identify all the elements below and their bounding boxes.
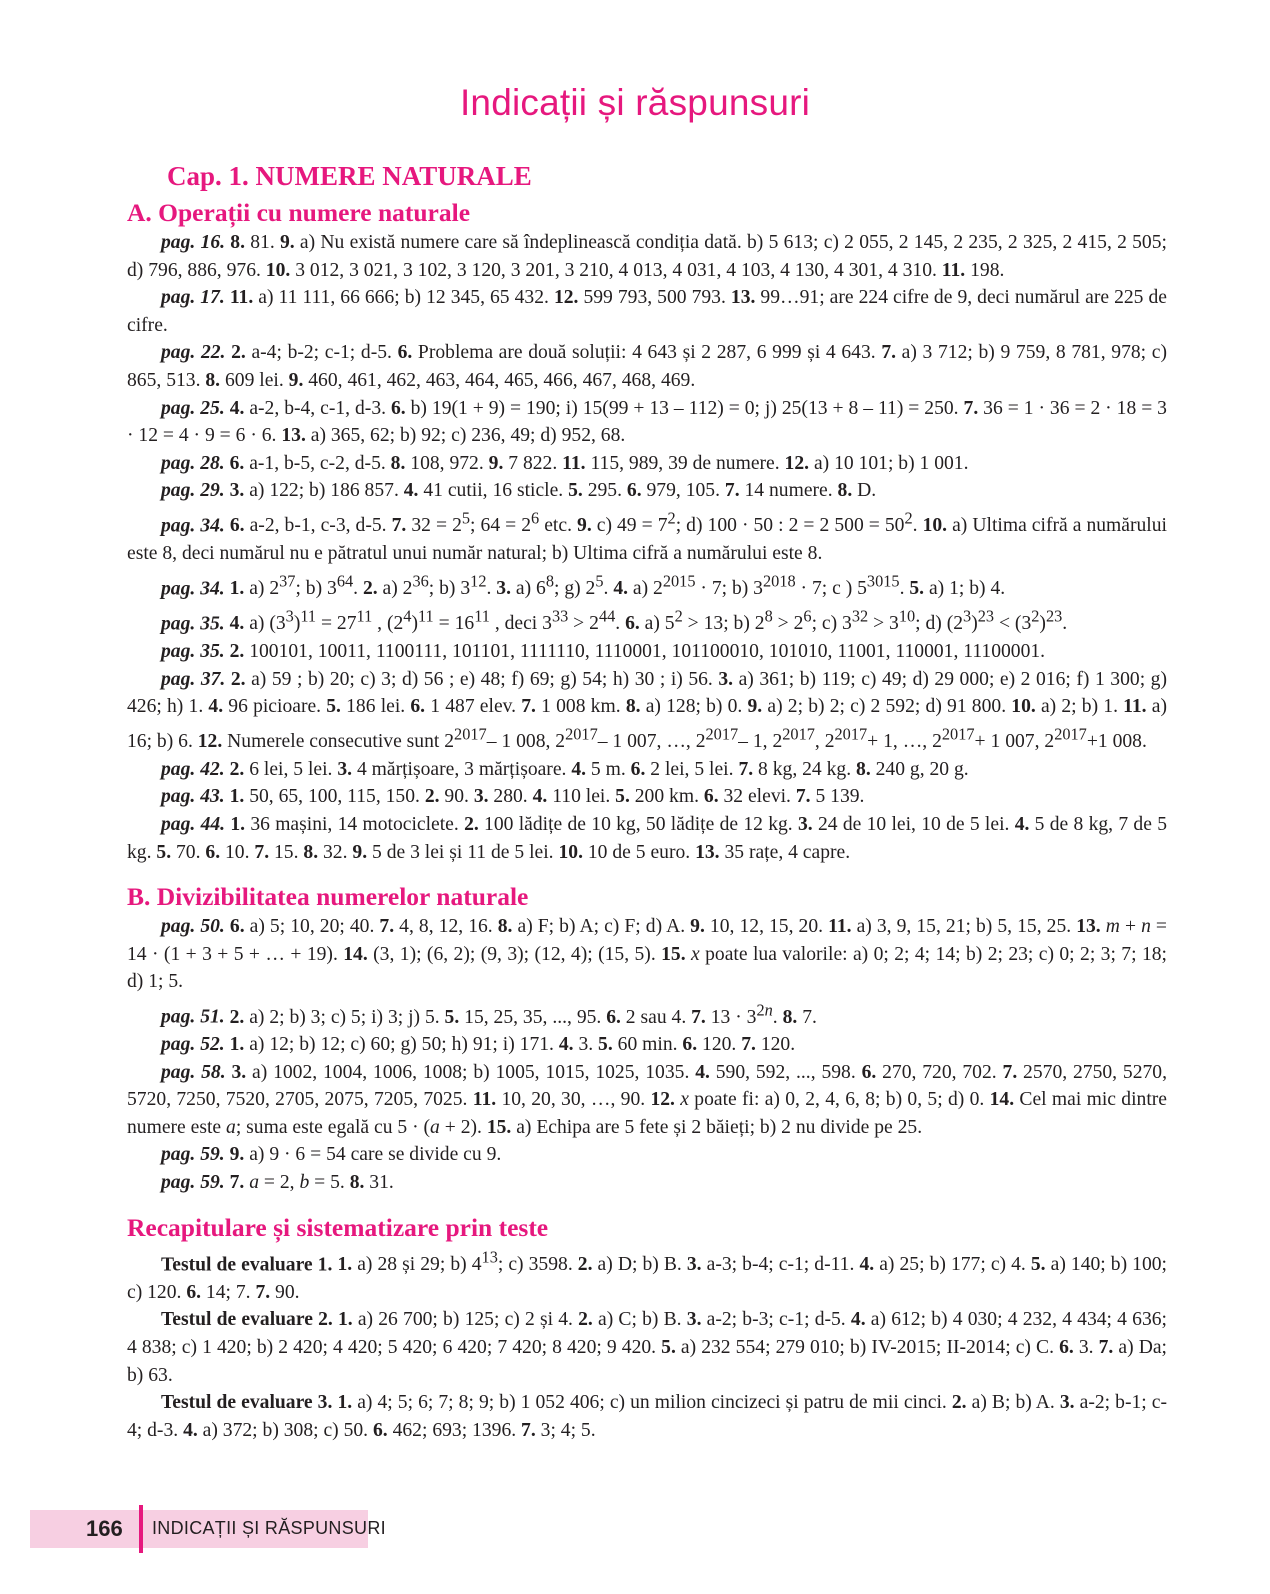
- answer-text: 2. 6 lei, 5 lei. 3. 4 mărțișoare, 3 mărțișoare. 4. 5 m. 6. 2 lei, 5 lei. 7. 8 kg, 24 kg. 8. 240 g, 20 g.: [229, 758, 969, 780]
- page-ref-label: pag. 52.: [161, 1034, 225, 1056]
- answer-text: 4. a) $(3^3)^{11} = 27^{11}$ , $(2^4)^{11} = 16^{11}$ , deci $3^{33} > 2^{44}$. 6. a) $5^2 > 13$; b) $2^8 > 2^6$; c) $3^{32} > 3^{10}$; d) $(2^3)^{23} < (3^2)^{23}$.: [229, 606, 1068, 635]
- section-heading: A. Operații cu numere naturale: [127, 198, 471, 227]
- section-heading: B. Divizibilitatea numerelor naturale: [127, 882, 529, 912]
- answer-entry: [127, 913, 1167, 996]
- page-ref-label: pag. 43.: [161, 786, 225, 808]
- page-ref-label: pag. 37.: [161, 668, 226, 690]
- page-title: Indicații și răspunsuri: [459, 82, 811, 123]
- answer-entry: [127, 1059, 1167, 1142]
- answer-entry: [127, 1031, 1167, 1059]
- answer-entry: [127, 811, 1167, 866]
- page-number: 166: [86, 1516, 123, 1541]
- page-ref-label: pag. 17.: [161, 287, 225, 309]
- answer-entry: [127, 1141, 1167, 1169]
- answer-text: 6. a-2, b-1, c-3, d-5. 7. $32 = 2^5$; $64 = 2^6$ etc. 9. c) $49 = 7^2$; d) 100 · 50 : 2 = 2 $500 = 50^2$. 10. a) Ultima cifră a numărului este 8, deci numărul nu e pătratul unui număr natural; b) Ultima cifră a numărului este 8.: [127, 508, 1167, 565]
- answer-entry: [127, 1389, 1167, 1444]
- answer-entry: [127, 284, 1167, 339]
- answer-text: 1. a) 12; b) 12; c) 60; g) 50; h) 91; i) 171. 4. 3. 5. 60 min. 6. 120. 7. 120.: [229, 1034, 796, 1056]
- answer-text: 6. a) 5; 10, 20; 40. 7. 4, 8, 12, 16. 8. a) F; b) A; c) F; d) A. 9. 10, 12, 15, 20. 11. a) 3, 9, 15, 21; b) 5, 15, 25. 13. m + n = 14 · (1 + 3 + 5 + … + 19). 14. (3, 1); (6, 2); (9, 3); (12, 4); (15, 5). 15. x poate lua valorile: a) 0; 2; 4; 14; b) 2; 23; c) 0; 2; 3; 7; 18; d) 1; 5.: [127, 916, 1167, 993]
- footer-divider: [139, 1505, 143, 1553]
- page-ref-label: pag. 58.: [161, 1061, 226, 1083]
- test-title: Testul de evaluare 2.: [161, 1309, 333, 1331]
- page-ref-label: pag. 22.: [161, 342, 226, 364]
- page-ref-label: pag. 42.: [161, 758, 225, 780]
- page-ref-label: pag. 28.: [161, 452, 225, 474]
- answer-text: 9. a) 9 · 6 = 54 care se divide cu 9.: [229, 1144, 502, 1166]
- answer-text: 2. a-4; b-2; c-1; d-5. 6. Problema are două soluții: 4 643 și 2 287, 6 999 și 4 643. 7. a) 3 712; b) 9 759, 8 781, 978; c) 865, 513. 8. 609 lei. 9. 460, 461, 462, 463, 464, 465, 466, 467, 468, 469.: [127, 342, 1167, 391]
- sections-container: [127, 196, 1167, 1444]
- page-ref-label: pag. 35.: [161, 640, 225, 662]
- page-ref-label: pag. 50.: [161, 916, 225, 938]
- page-ref-label: pag. 59.: [161, 1172, 225, 1194]
- answer-entry: [127, 395, 1167, 450]
- test-title: Testul de evaluare 3.: [161, 1392, 333, 1414]
- answer-text: 1. a) 4; 5; 6; 7; 8; 9; b) 1 052 406; c) un milion cincizeci și patru de mii cinci. 2. a) B; b) A. 3. a-2; b-1; c-4; d-3. 4. a) 372; b) 308; c) 50. 6. 462; 693; 1396. 7. 3; 4; 5.: [127, 1392, 1167, 1441]
- answer-text: 3. a) 1002, 1004, 1006, 1008; b) 1005, 1015, 1025, 1035. 4. 590, 592, ..., 598. 6. 270, 720, 702. 7. 2570, 2750, 5270, 5720, 7250, 7520, 2705, 2075, 7205, 7025. 11. 10, 20, 30, …, 90. 12. x poate fi: a) 0, 2, 4, 6, 8; b) 0, 5; d) 0. 14. Cel mai mic dintre numere este a; suma este egală cu 5 · (a + 2). 15. a) Echipa are 5 fete și 2 băieți; b) 2 nu divide pe 25.: [127, 1061, 1167, 1138]
- answer-entry: [127, 1244, 1167, 1307]
- chapter-heading: Cap. 1. NUMERE NATURALE: [167, 161, 532, 191]
- answer-text: 2. 100101, 10011, 1100111, 101101, 1111110, 1110001, 101100010, 101010, 11001, 110001, 11100001.: [229, 640, 1046, 662]
- answer-text: 4. a-2, b-4, c-1, d-3. 6. b) 19(1 + 9) = 190; i) 15(99 + 13 – 112) = 0; j) 25(13 + 8 – 11) = 250. 7. 36 = 1 · 36 = 2 · 18 = 3 · 12 = 4 · 9 = 6 · 6. 13. a) 365, 62; b) 92; c) 236, 49; d) 952, 68.: [127, 397, 1167, 447]
- answer-entry: [127, 783, 1167, 811]
- page-ref-label: pag. 59.: [161, 1144, 225, 1166]
- answer-entry: [127, 339, 1167, 394]
- answer-entry: [127, 477, 1167, 505]
- section-heading: Recapitulare și sistematizare prin teste: [127, 1212, 549, 1242]
- page-ref-label: pag. 34.: [161, 578, 225, 600]
- answer-entry: [127, 1169, 1167, 1197]
- page-ref-label: pag. 35.: [161, 613, 225, 635]
- answer-text: 2. a) 2; b) 3; c) 5; i) 3; j) 5. 5. 15, 25, 35, ..., 95. 6. 2 sau 4. 7. $13 \cdot 3^{2n}$. 8. 7.: [229, 999, 817, 1028]
- test-title: Testul de evaluare 1.: [161, 1254, 333, 1276]
- answer-text: 6. a-1, b-5, c-2, d-5. 8. 108, 972. 9. 7 822. 11. 115, 989, 39 de numere. 12. a) 10 101; b) 1 001.: [229, 452, 969, 474]
- page-ref-label: pag. 25.: [161, 397, 225, 419]
- answer-entry: [127, 603, 1167, 638]
- answer-entry: [127, 666, 1167, 756]
- answer-text: 7. a = 2, b = 5. 8. 31.: [229, 1172, 394, 1194]
- answer-entry: [127, 756, 1167, 784]
- answer-entry: [127, 450, 1167, 478]
- answer-entry: [127, 229, 1167, 284]
- page-ref-label: pag. 34.: [161, 515, 225, 537]
- answer-text: 2. a) 59 ; b) 20; c) 3; d) 56 ; e) 48; f) 69; g) 54; h) 30 ; i) 56. 3. a) 361; b) 119; c) 49; d) 29 000; e) 2 016; f) 1 300; g) 426; h) 1. 4. 96 picioare. 5. 186 lei. 6. 1 487 elev. 7. 1 008 km. 8. a) 128; b) 0. 9. a) 2; b) 2; c) 2 592; d) 91 800. 10. a) 2; b) 1. 11. a) 16; b) 6. 12. Numerele consecutive sunt $2^{2017}-$ 1 008, $2^{2017}-$ 1 007, …, $2^{2017}-$ 1, $2^{2017}$, $2^{2017}+ 1$, …, $2^{2017}+ 1$ 007, $2^{2017}+1$ 008.: [127, 668, 1167, 753]
- answer-entry: [127, 1306, 1167, 1389]
- running-footer-label: INDICAȚII ȘI RĂSPUNSURI: [152, 1518, 386, 1538]
- answer-text: 8. 81. 9. a) Nu există numere care să îndeplinească condiția dată. b) 5 613; c) 2 055, 2 145, 2 235, 2 325, 2 415, 2 505; d) 796, 886, 976. 10. 3 012, 3 021, 3 102, 3 120, 3 201, 3 210, 4 013, 4 031, 4 103, 4 130, 4 301, 4 310. 11. 198.: [127, 232, 1167, 281]
- answer-text: 11. a) 11 111, 66 666; b) 12 345, 65 432. 12. 599 793, 500 793. 13. 99…91; are 224 cifre de 9, deci numărul are 225 de cifre.: [127, 287, 1167, 336]
- answer-entry: [127, 568, 1167, 603]
- answer-entry: [127, 505, 1167, 568]
- answer-text: 1. a) 28 și 29; b) $4^{13}$; c) 3598. 2. a) D; b) B. 3. a-3; b-4; c-1; d-11. 4. a) 25; b) 177; c) 4. 5. a) 140; b) 100; c) 120. 6. 14; 7. 7. 90.: [127, 1247, 1167, 1303]
- answer-entry: [127, 638, 1167, 666]
- answers-content: [127, 158, 1167, 1444]
- answer-entry: [127, 996, 1167, 1031]
- answer-text: 3. a) 122; b) 186 857. 4. 41 cutii, 16 sticle. 5. 295. 6. 979, 105. 7. 14 numere. 8. D.: [229, 480, 877, 502]
- page-ref-label: pag. 51.: [161, 1006, 225, 1028]
- answer-text: 1. 50, 65, 100, 115, 150. 2. 90. 3. 280. 4. 110 lei. 5. 200 km. 6. 32 elevi. 7. 5 139.: [229, 786, 865, 808]
- page-ref-label: pag. 29.: [161, 480, 225, 502]
- page-ref-label: pag. 16.: [161, 232, 226, 253]
- answer-text: 1. 36 mașini, 14 motociclete. 2. 100 lădițe de 10 kg, 50 lădițe de 12 kg. 3. 24 de 10 lei, 10 de 5 lei. 4. 5 de 8 kg, 7 de 5 kg. 5. 70. 6. 10. 7. 15. 8. 32. 9. 5 de 3 lei și 11 de 5 lei. 10. 10 de 5 euro. 13. 35 rațe, 4 capre.: [127, 814, 1167, 863]
- page-ref-label: pag. 44.: [161, 814, 226, 835]
- answer-text: 1. a) 26 700; b) 125; c) 2 și 4. 2. a) C; b) B. 3. a-2; b-3; c-1; d-5. 4. a) 612; b) 4 030; 4 232, 4 434; 4 636; 4 838; c) 1 420; b) 2 420; 4 420; 5 420; 6 420; 7 420; 8 420; 9 420. 5. a) 232 554; 279 010; b) IV-2015; II-2014; c) C. 6. 3. 7. a) Da; b) 63.: [127, 1309, 1167, 1386]
- answer-text: 1. a) $2^{37}$; b) $3^{64}$. 2. a) $2^{36}$; b) $3^{12}$. 3. a) $6^8$; g) $2^5$. 4. a) $2^{2015} \cdot 7$; b) $3^{2018} \cdot 7$; c ) $5^{3015}$. 5. a) 1; b) 4.: [229, 571, 1006, 600]
